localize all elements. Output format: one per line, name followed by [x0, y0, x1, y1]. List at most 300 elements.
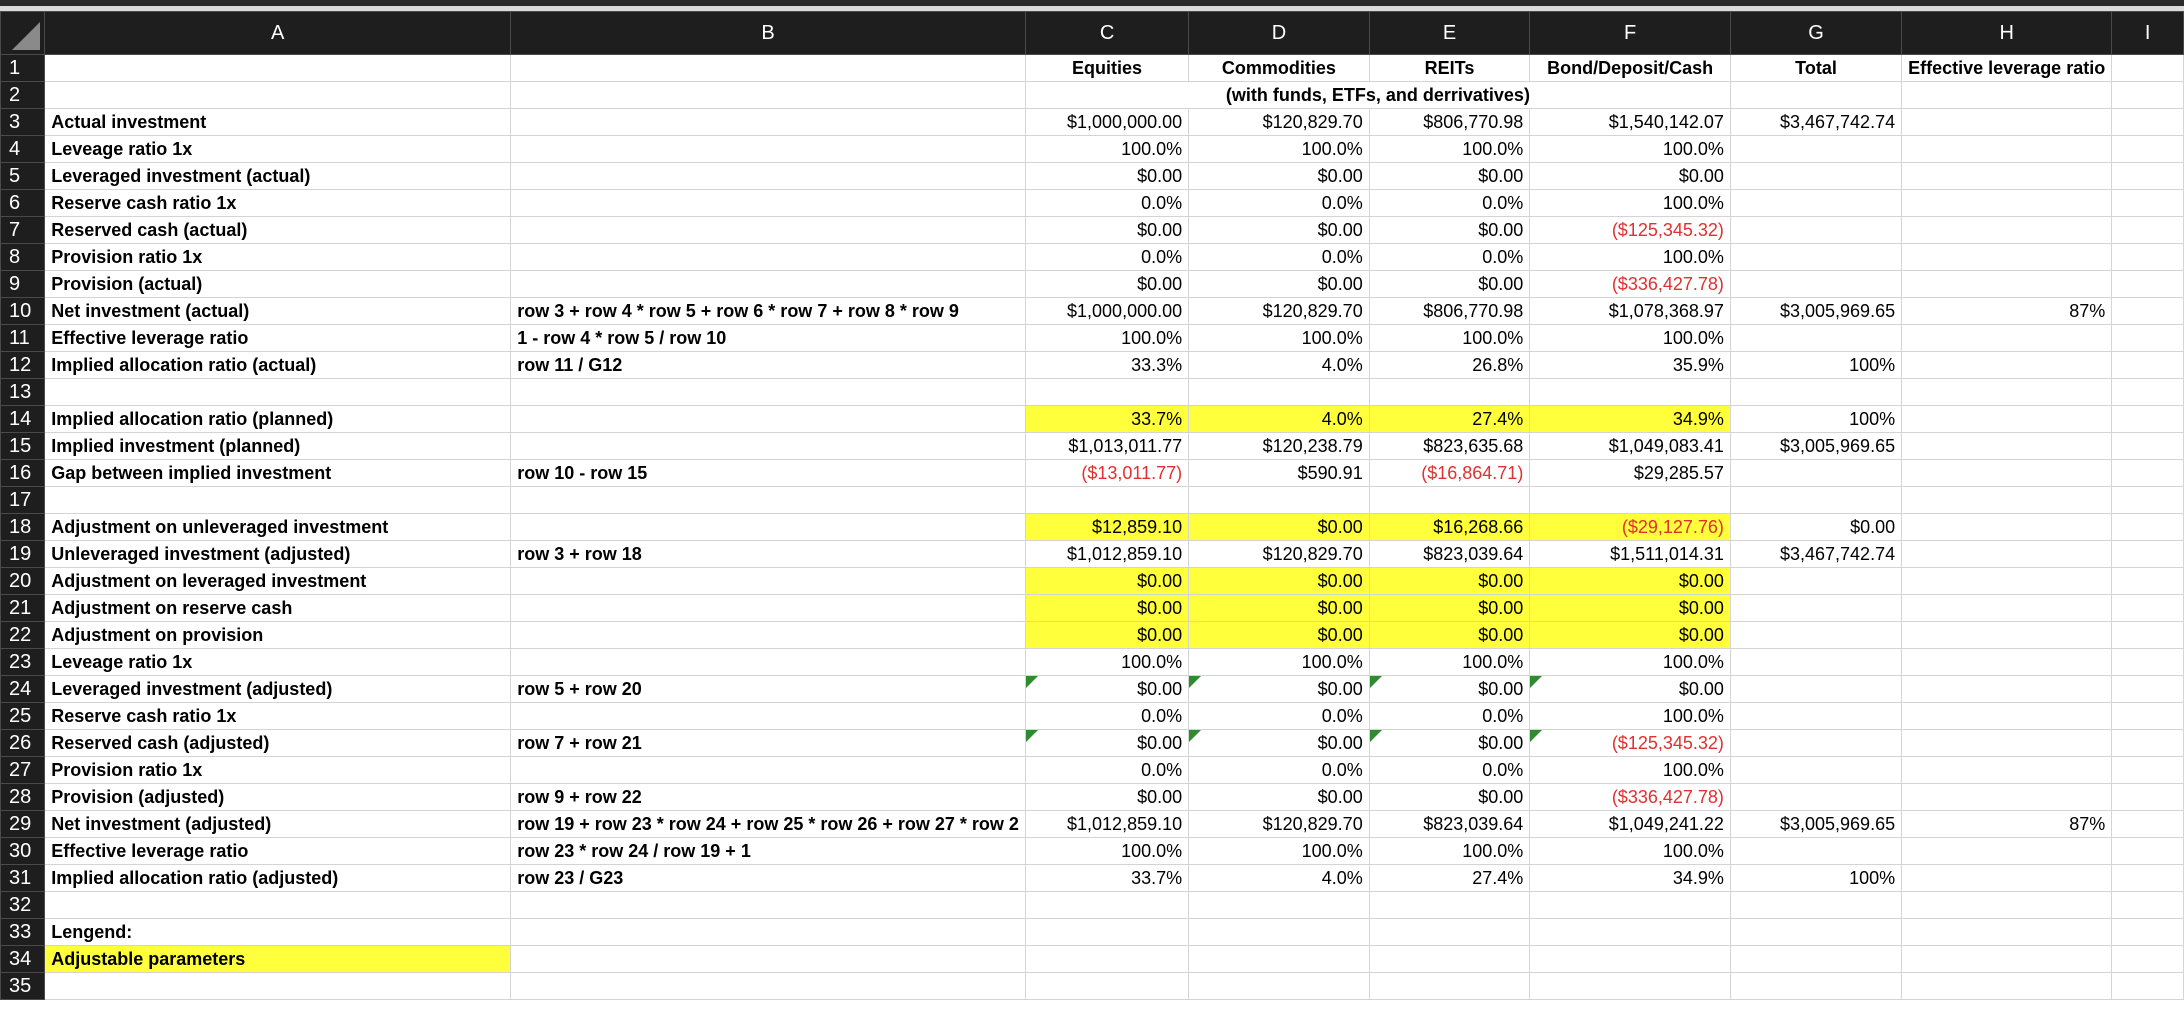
cell-f14[interactable]: 34.9% — [1530, 406, 1731, 433]
cell-i13[interactable] — [2112, 379, 2184, 406]
cell-a27[interactable]: Provision ratio 1x — [45, 757, 511, 784]
row-header[interactable]: 8 — [1, 244, 45, 271]
cell-c29[interactable]: $1,012,859.10 — [1025, 811, 1188, 838]
cell-i21[interactable] — [2112, 595, 2184, 622]
cell-b5[interactable] — [511, 163, 1026, 190]
cell-e31[interactable]: 27.4% — [1369, 865, 1530, 892]
row-header[interactable]: 5 — [1, 163, 45, 190]
cell-i22[interactable] — [2112, 622, 2184, 649]
cell-b15[interactable] — [511, 433, 1026, 460]
cell-i24[interactable] — [2112, 676, 2184, 703]
cell-c4[interactable]: 100.0% — [1025, 136, 1188, 163]
cell-c25[interactable]: 0.0% — [1025, 703, 1188, 730]
cell-a20[interactable]: Adjustment on leveraged investment — [45, 568, 511, 595]
cell-c10[interactable]: $1,000,000.00 — [1025, 298, 1188, 325]
cell-c17[interactable] — [1025, 487, 1188, 514]
row-header[interactable]: 20 — [1, 568, 45, 595]
cell-e15[interactable]: $823,635.68 — [1369, 433, 1530, 460]
cell-i2[interactable] — [2112, 82, 2184, 109]
cell-b22[interactable] — [511, 622, 1026, 649]
cell-c34[interactable] — [1025, 946, 1188, 973]
cell-i32[interactable] — [2112, 892, 2184, 919]
cell-f10[interactable]: $1,078,368.97 — [1530, 298, 1731, 325]
cell-c7[interactable]: $0.00 — [1025, 217, 1188, 244]
row-header[interactable]: 17 — [1, 487, 45, 514]
cell-b19[interactable]: row 3 + row 18 — [511, 541, 1026, 568]
cell-f11[interactable]: 100.0% — [1530, 325, 1731, 352]
cell-f5[interactable]: $0.00 — [1530, 163, 1731, 190]
cell-e3[interactable]: $806,770.98 — [1369, 109, 1530, 136]
row-header[interactable]: 32 — [1, 892, 45, 919]
cell-i18[interactable] — [2112, 514, 2184, 541]
cell-g35[interactable] — [1730, 973, 1901, 1000]
row-header[interactable]: 14 — [1, 406, 45, 433]
cell-b29[interactable]: row 19 + row 23 * row 24 + row 25 * row 26 + row 27 * row 2 — [511, 811, 1026, 838]
cell-a19[interactable]: Unleveraged investment (adjusted) — [45, 541, 511, 568]
row-header[interactable]: 25 — [1, 703, 45, 730]
cell-c19[interactable]: $1,012,859.10 — [1025, 541, 1188, 568]
cell-i33[interactable] — [2112, 919, 2184, 946]
cell-f25[interactable]: 100.0% — [1530, 703, 1731, 730]
cell-c20[interactable]: $0.00 — [1025, 568, 1188, 595]
row-header[interactable]: 16 — [1, 460, 45, 487]
cell-i17[interactable] — [2112, 487, 2184, 514]
cell-a10[interactable]: Net investment (actual) — [45, 298, 511, 325]
cell-i26[interactable] — [2112, 730, 2184, 757]
cell-b33[interactable] — [511, 919, 1026, 946]
cell-f30[interactable]: 100.0% — [1530, 838, 1731, 865]
cell-h16[interactable] — [1902, 460, 2112, 487]
cell-f22[interactable]: $0.00 — [1530, 622, 1731, 649]
cell-i20[interactable] — [2112, 568, 2184, 595]
row-header[interactable]: 18 — [1, 514, 45, 541]
cell-e26[interactable]: $0.00 — [1369, 730, 1530, 757]
cell-d4[interactable]: 100.0% — [1189, 136, 1370, 163]
cell-h2[interactable] — [1902, 82, 2112, 109]
row-header[interactable]: 30 — [1, 838, 45, 865]
cell-f23[interactable]: 100.0% — [1530, 649, 1731, 676]
row-header[interactable]: 6 — [1, 190, 45, 217]
cell-c3[interactable]: $1,000,000.00 — [1025, 109, 1188, 136]
cell-e16[interactable]: ($16,864.71) — [1369, 460, 1530, 487]
cell-d27[interactable]: 0.0% — [1189, 757, 1370, 784]
cell-i25[interactable] — [2112, 703, 2184, 730]
cell-a14[interactable]: Implied allocation ratio (planned) — [45, 406, 511, 433]
cell-a25[interactable]: Reserve cash ratio 1x — [45, 703, 511, 730]
row-header[interactable]: 26 — [1, 730, 45, 757]
cell-f16[interactable]: $29,285.57 — [1530, 460, 1731, 487]
cell-c21[interactable]: $0.00 — [1025, 595, 1188, 622]
cell-d14[interactable]: 4.0% — [1189, 406, 1370, 433]
cell-e22[interactable]: $0.00 — [1369, 622, 1530, 649]
row-header[interactable]: 9 — [1, 271, 45, 298]
cell-i12[interactable] — [2112, 352, 2184, 379]
cell-c27[interactable]: 0.0% — [1025, 757, 1188, 784]
cell-f15[interactable]: $1,049,083.41 — [1530, 433, 1731, 460]
cell-e24[interactable]: $0.00 — [1369, 676, 1530, 703]
cell-f28[interactable]: ($336,427.78) — [1530, 784, 1731, 811]
cell-h35[interactable] — [1902, 973, 2112, 1000]
cell-c8[interactable]: 0.0% — [1025, 244, 1188, 271]
cell-g14[interactable]: 100% — [1730, 406, 1901, 433]
cell-d33[interactable] — [1189, 919, 1370, 946]
cell-a2[interactable] — [45, 82, 511, 109]
cell-c9[interactable]: $0.00 — [1025, 271, 1188, 298]
cell-f17[interactable] — [1530, 487, 1731, 514]
cell-b8[interactable] — [511, 244, 1026, 271]
cell-d21[interactable]: $0.00 — [1189, 595, 1370, 622]
cell-c23[interactable]: 100.0% — [1025, 649, 1188, 676]
cell-h14[interactable] — [1902, 406, 2112, 433]
row-header[interactable]: 11 — [1, 325, 45, 352]
cell-a6[interactable]: Reserve cash ratio 1x — [45, 190, 511, 217]
cell-e7[interactable]: $0.00 — [1369, 217, 1530, 244]
cell-d32[interactable] — [1189, 892, 1370, 919]
cell-e1[interactable]: REITs — [1369, 55, 1530, 82]
cell-b3[interactable] — [511, 109, 1026, 136]
cell-i15[interactable] — [2112, 433, 2184, 460]
cell-b9[interactable] — [511, 271, 1026, 298]
cell-b17[interactable] — [511, 487, 1026, 514]
select-all-corner[interactable] — [1, 12, 45, 55]
cell-i7[interactable] — [2112, 217, 2184, 244]
cell-b34[interactable] — [511, 946, 1026, 973]
cell-f7[interactable]: ($125,345.32) — [1530, 217, 1731, 244]
cell-d13[interactable] — [1189, 379, 1370, 406]
cell-i19[interactable] — [2112, 541, 2184, 568]
cell-b26[interactable]: row 7 + row 21 — [511, 730, 1026, 757]
cell-g17[interactable] — [1730, 487, 1901, 514]
cell-e29[interactable]: $823,039.64 — [1369, 811, 1530, 838]
cell-g21[interactable] — [1730, 595, 1901, 622]
cell-a1[interactable] — [45, 55, 511, 82]
cell-f27[interactable]: 100.0% — [1530, 757, 1731, 784]
cell-e9[interactable]: $0.00 — [1369, 271, 1530, 298]
cell-i23[interactable] — [2112, 649, 2184, 676]
cell-c11[interactable]: 100.0% — [1025, 325, 1188, 352]
cell-d24[interactable]: $0.00 — [1189, 676, 1370, 703]
cell-g6[interactable] — [1730, 190, 1901, 217]
cell-e35[interactable] — [1369, 973, 1530, 1000]
cell-a35[interactable] — [45, 973, 511, 1000]
cell-g32[interactable] — [1730, 892, 1901, 919]
cell-e30[interactable]: 100.0% — [1369, 838, 1530, 865]
cell-a8[interactable]: Provision ratio 1x — [45, 244, 511, 271]
cell-d31[interactable]: 4.0% — [1189, 865, 1370, 892]
cell-g4[interactable] — [1730, 136, 1901, 163]
cell-d6[interactable]: 0.0% — [1189, 190, 1370, 217]
cell-b31[interactable]: row 23 / G23 — [511, 865, 1026, 892]
column-header[interactable]: E — [1369, 12, 1530, 55]
row-header[interactable]: 1 — [1, 55, 45, 82]
cell-a13[interactable] — [45, 379, 511, 406]
cell-b21[interactable] — [511, 595, 1026, 622]
cell-d20[interactable]: $0.00 — [1189, 568, 1370, 595]
cell-e20[interactable]: $0.00 — [1369, 568, 1530, 595]
cell-g34[interactable] — [1730, 946, 1901, 973]
cell-c33[interactable] — [1025, 919, 1188, 946]
cell-d19[interactable]: $120,829.70 — [1189, 541, 1370, 568]
row-header[interactable]: 27 — [1, 757, 45, 784]
cell-g1[interactable]: Total — [1730, 55, 1901, 82]
cell-f24[interactable]: $0.00 — [1530, 676, 1731, 703]
cell-b16[interactable]: row 10 - row 15 — [511, 460, 1026, 487]
cell-i4[interactable] — [2112, 136, 2184, 163]
row-header[interactable]: 22 — [1, 622, 45, 649]
cell-i16[interactable] — [2112, 460, 2184, 487]
cell-a24[interactable]: Leveraged investment (adjusted) — [45, 676, 511, 703]
cell-b10[interactable]: row 3 + row 4 * row 5 + row 6 * row 7 + row 8 * row 9 — [511, 298, 1026, 325]
row-header[interactable]: 19 — [1, 541, 45, 568]
cell-e8[interactable]: 0.0% — [1369, 244, 1530, 271]
cell-c32[interactable] — [1025, 892, 1188, 919]
cell-g12[interactable]: 100% — [1730, 352, 1901, 379]
column-header[interactable]: I — [2112, 12, 2184, 55]
cell-i11[interactable] — [2112, 325, 2184, 352]
cell-e28[interactable]: $0.00 — [1369, 784, 1530, 811]
cell-g26[interactable] — [1730, 730, 1901, 757]
cell-h20[interactable] — [1902, 568, 2112, 595]
cell-h31[interactable] — [1902, 865, 2112, 892]
cell-i29[interactable] — [2112, 811, 2184, 838]
cell-e13[interactable] — [1369, 379, 1530, 406]
cell-d1[interactable]: Commodities — [1189, 55, 1370, 82]
cell-h7[interactable] — [1902, 217, 2112, 244]
cell-g27[interactable] — [1730, 757, 1901, 784]
cell-h34[interactable] — [1902, 946, 2112, 973]
cell-e25[interactable]: 0.0% — [1369, 703, 1530, 730]
cell-f6[interactable]: 100.0% — [1530, 190, 1731, 217]
cell-g24[interactable] — [1730, 676, 1901, 703]
row-header[interactable]: 24 — [1, 676, 45, 703]
cell-c30[interactable]: 100.0% — [1025, 838, 1188, 865]
cell-f18[interactable]: ($29,127.76) — [1530, 514, 1731, 541]
cell-g11[interactable] — [1730, 325, 1901, 352]
cell-h9[interactable] — [1902, 271, 2112, 298]
cell-g30[interactable] — [1730, 838, 1901, 865]
cell-h24[interactable] — [1902, 676, 2112, 703]
row-header[interactable]: 13 — [1, 379, 45, 406]
cell-h8[interactable] — [1902, 244, 2112, 271]
cell-h22[interactable] — [1902, 622, 2112, 649]
cell-i10[interactable] — [2112, 298, 2184, 325]
cell-d28[interactable]: $0.00 — [1189, 784, 1370, 811]
cell-c31[interactable]: 33.7% — [1025, 865, 1188, 892]
cell-d26[interactable]: $0.00 — [1189, 730, 1370, 757]
cell-e14[interactable]: 27.4% — [1369, 406, 1530, 433]
cell-g10[interactable]: $3,005,969.65 — [1730, 298, 1901, 325]
cell-a21[interactable]: Adjustment on reserve cash — [45, 595, 511, 622]
cell-d16[interactable]: $590.91 — [1189, 460, 1370, 487]
cell-i6[interactable] — [2112, 190, 2184, 217]
cell-g7[interactable] — [1730, 217, 1901, 244]
cell-g2[interactable] — [1730, 82, 1901, 109]
cell-b7[interactable] — [511, 217, 1026, 244]
cell-a33[interactable]: Lengend: — [45, 919, 511, 946]
cell-h28[interactable] — [1902, 784, 2112, 811]
cell-b27[interactable] — [511, 757, 1026, 784]
cell-f20[interactable]: $0.00 — [1530, 568, 1731, 595]
cell-b23[interactable] — [511, 649, 1026, 676]
cell-a11[interactable]: Effective leverage ratio — [45, 325, 511, 352]
cell-e6[interactable]: 0.0% — [1369, 190, 1530, 217]
cell-f31[interactable]: 34.9% — [1530, 865, 1731, 892]
cell-a16[interactable]: Gap between implied investment — [45, 460, 511, 487]
cell-a29[interactable]: Net investment (adjusted) — [45, 811, 511, 838]
cell-f29[interactable]: $1,049,241.22 — [1530, 811, 1731, 838]
cell-h26[interactable] — [1902, 730, 2112, 757]
cell-c1[interactable]: Equities — [1025, 55, 1188, 82]
cell-a31[interactable]: Implied allocation ratio (adjusted) — [45, 865, 511, 892]
cell-g22[interactable] — [1730, 622, 1901, 649]
cell-d22[interactable]: $0.00 — [1189, 622, 1370, 649]
cell-e4[interactable]: 100.0% — [1369, 136, 1530, 163]
cell-e27[interactable]: 0.0% — [1369, 757, 1530, 784]
cell-f8[interactable]: 100.0% — [1530, 244, 1731, 271]
cell-h32[interactable] — [1902, 892, 2112, 919]
cell-f19[interactable]: $1,511,014.31 — [1530, 541, 1731, 568]
row-header[interactable]: 10 — [1, 298, 45, 325]
cell-a26[interactable]: Reserved cash (adjusted) — [45, 730, 511, 757]
column-header[interactable]: G — [1730, 12, 1901, 55]
cell-c14[interactable]: 33.7% — [1025, 406, 1188, 433]
row-header[interactable]: 35 — [1, 973, 45, 1000]
column-header[interactable]: D — [1189, 12, 1370, 55]
cell-e5[interactable]: $0.00 — [1369, 163, 1530, 190]
cell-h3[interactable] — [1902, 109, 2112, 136]
row-header[interactable]: 12 — [1, 352, 45, 379]
cell-b2[interactable] — [511, 82, 1026, 109]
cell-f33[interactable] — [1530, 919, 1731, 946]
cell-h6[interactable] — [1902, 190, 2112, 217]
cell-i1[interactable] — [2112, 55, 2184, 82]
cell-d12[interactable]: 4.0% — [1189, 352, 1370, 379]
cell-i9[interactable] — [2112, 271, 2184, 298]
cell-d3[interactable]: $120,829.70 — [1189, 109, 1370, 136]
cell-i34[interactable] — [2112, 946, 2184, 973]
cell-b11[interactable]: 1 - row 4 * row 5 / row 10 — [511, 325, 1026, 352]
cell-b4[interactable] — [511, 136, 1026, 163]
row-header[interactable]: 28 — [1, 784, 45, 811]
cell-c15[interactable]: $1,013,011.77 — [1025, 433, 1188, 460]
cell-c12[interactable]: 33.3% — [1025, 352, 1188, 379]
column-header[interactable]: C — [1025, 12, 1188, 55]
cell-a15[interactable]: Implied investment (planned) — [45, 433, 511, 460]
cell-a7[interactable]: Reserved cash (actual) — [45, 217, 511, 244]
column-header[interactable]: A — [45, 12, 511, 55]
cell-a12[interactable]: Implied allocation ratio (actual) — [45, 352, 511, 379]
cell-f9[interactable]: ($336,427.78) — [1530, 271, 1731, 298]
cell-d17[interactable] — [1189, 487, 1370, 514]
column-header[interactable]: H — [1902, 12, 2112, 55]
cell-h1[interactable]: Effective leverage ratio — [1902, 55, 2112, 82]
cell-h17[interactable] — [1902, 487, 2112, 514]
cell-g23[interactable] — [1730, 649, 1901, 676]
cell-f3[interactable]: $1,540,142.07 — [1530, 109, 1731, 136]
cell-d15[interactable]: $120,238.79 — [1189, 433, 1370, 460]
cell-c24[interactable]: $0.00 — [1025, 676, 1188, 703]
cell-d9[interactable]: $0.00 — [1189, 271, 1370, 298]
cell-e12[interactable]: 26.8% — [1369, 352, 1530, 379]
cell-c2-merged[interactable]: (with funds, ETFs, and derrivatives) — [1025, 82, 1730, 109]
cell-c13[interactable] — [1025, 379, 1188, 406]
cell-f4[interactable]: 100.0% — [1530, 136, 1731, 163]
cell-a9[interactable]: Provision (actual) — [45, 271, 511, 298]
cell-b1[interactable] — [511, 55, 1026, 82]
cell-b20[interactable] — [511, 568, 1026, 595]
cell-d7[interactable]: $0.00 — [1189, 217, 1370, 244]
cell-g9[interactable] — [1730, 271, 1901, 298]
cell-i30[interactable] — [2112, 838, 2184, 865]
column-header[interactable]: B — [511, 12, 1026, 55]
cell-i27[interactable] — [2112, 757, 2184, 784]
cell-b13[interactable] — [511, 379, 1026, 406]
cell-d25[interactable]: 0.0% — [1189, 703, 1370, 730]
cell-h30[interactable] — [1902, 838, 2112, 865]
cell-d8[interactable]: 0.0% — [1189, 244, 1370, 271]
cell-e19[interactable]: $823,039.64 — [1369, 541, 1530, 568]
cell-e18[interactable]: $16,268.66 — [1369, 514, 1530, 541]
cell-g33[interactable] — [1730, 919, 1901, 946]
cell-g16[interactable] — [1730, 460, 1901, 487]
cell-a23[interactable]: Leveage ratio 1x — [45, 649, 511, 676]
cell-d29[interactable]: $120,829.70 — [1189, 811, 1370, 838]
cell-c6[interactable]: 0.0% — [1025, 190, 1188, 217]
cell-d30[interactable]: 100.0% — [1189, 838, 1370, 865]
cell-h21[interactable] — [1902, 595, 2112, 622]
cell-f32[interactable] — [1530, 892, 1731, 919]
cell-b14[interactable] — [511, 406, 1026, 433]
cell-c35[interactable] — [1025, 973, 1188, 1000]
column-header[interactable]: F — [1530, 12, 1731, 55]
cell-g31[interactable]: 100% — [1730, 865, 1901, 892]
cell-g28[interactable] — [1730, 784, 1901, 811]
cell-i8[interactable] — [2112, 244, 2184, 271]
cell-d35[interactable] — [1189, 973, 1370, 1000]
cell-a30[interactable]: Effective leverage ratio — [45, 838, 511, 865]
cell-i35[interactable] — [2112, 973, 2184, 1000]
row-header[interactable]: 29 — [1, 811, 45, 838]
row-header[interactable]: 15 — [1, 433, 45, 460]
cell-b32[interactable] — [511, 892, 1026, 919]
cell-g3[interactable]: $3,467,742.74 — [1730, 109, 1901, 136]
cell-b24[interactable]: row 5 + row 20 — [511, 676, 1026, 703]
cell-c28[interactable]: $0.00 — [1025, 784, 1188, 811]
cell-a5[interactable]: Leveraged investment (actual) — [45, 163, 511, 190]
cell-d10[interactable]: $120,829.70 — [1189, 298, 1370, 325]
row-header[interactable]: 23 — [1, 649, 45, 676]
cell-g29[interactable]: $3,005,969.65 — [1730, 811, 1901, 838]
cell-a22[interactable]: Adjustment on provision — [45, 622, 511, 649]
cell-h18[interactable] — [1902, 514, 2112, 541]
cell-a4[interactable]: Leveage ratio 1x — [45, 136, 511, 163]
cell-b12[interactable]: row 11 / G12 — [511, 352, 1026, 379]
cell-c18[interactable]: $12,859.10 — [1025, 514, 1188, 541]
cell-h13[interactable] — [1902, 379, 2112, 406]
cell-e11[interactable]: 100.0% — [1369, 325, 1530, 352]
cell-e21[interactable]: $0.00 — [1369, 595, 1530, 622]
cell-e23[interactable]: 100.0% — [1369, 649, 1530, 676]
cell-f21[interactable]: $0.00 — [1530, 595, 1731, 622]
cell-d23[interactable]: 100.0% — [1189, 649, 1370, 676]
cell-h27[interactable] — [1902, 757, 2112, 784]
cell-d34[interactable] — [1189, 946, 1370, 973]
cell-h25[interactable] — [1902, 703, 2112, 730]
cell-e17[interactable] — [1369, 487, 1530, 514]
cell-d5[interactable]: $0.00 — [1189, 163, 1370, 190]
cell-b28[interactable]: row 9 + row 22 — [511, 784, 1026, 811]
cell-h29[interactable]: 87% — [1902, 811, 2112, 838]
